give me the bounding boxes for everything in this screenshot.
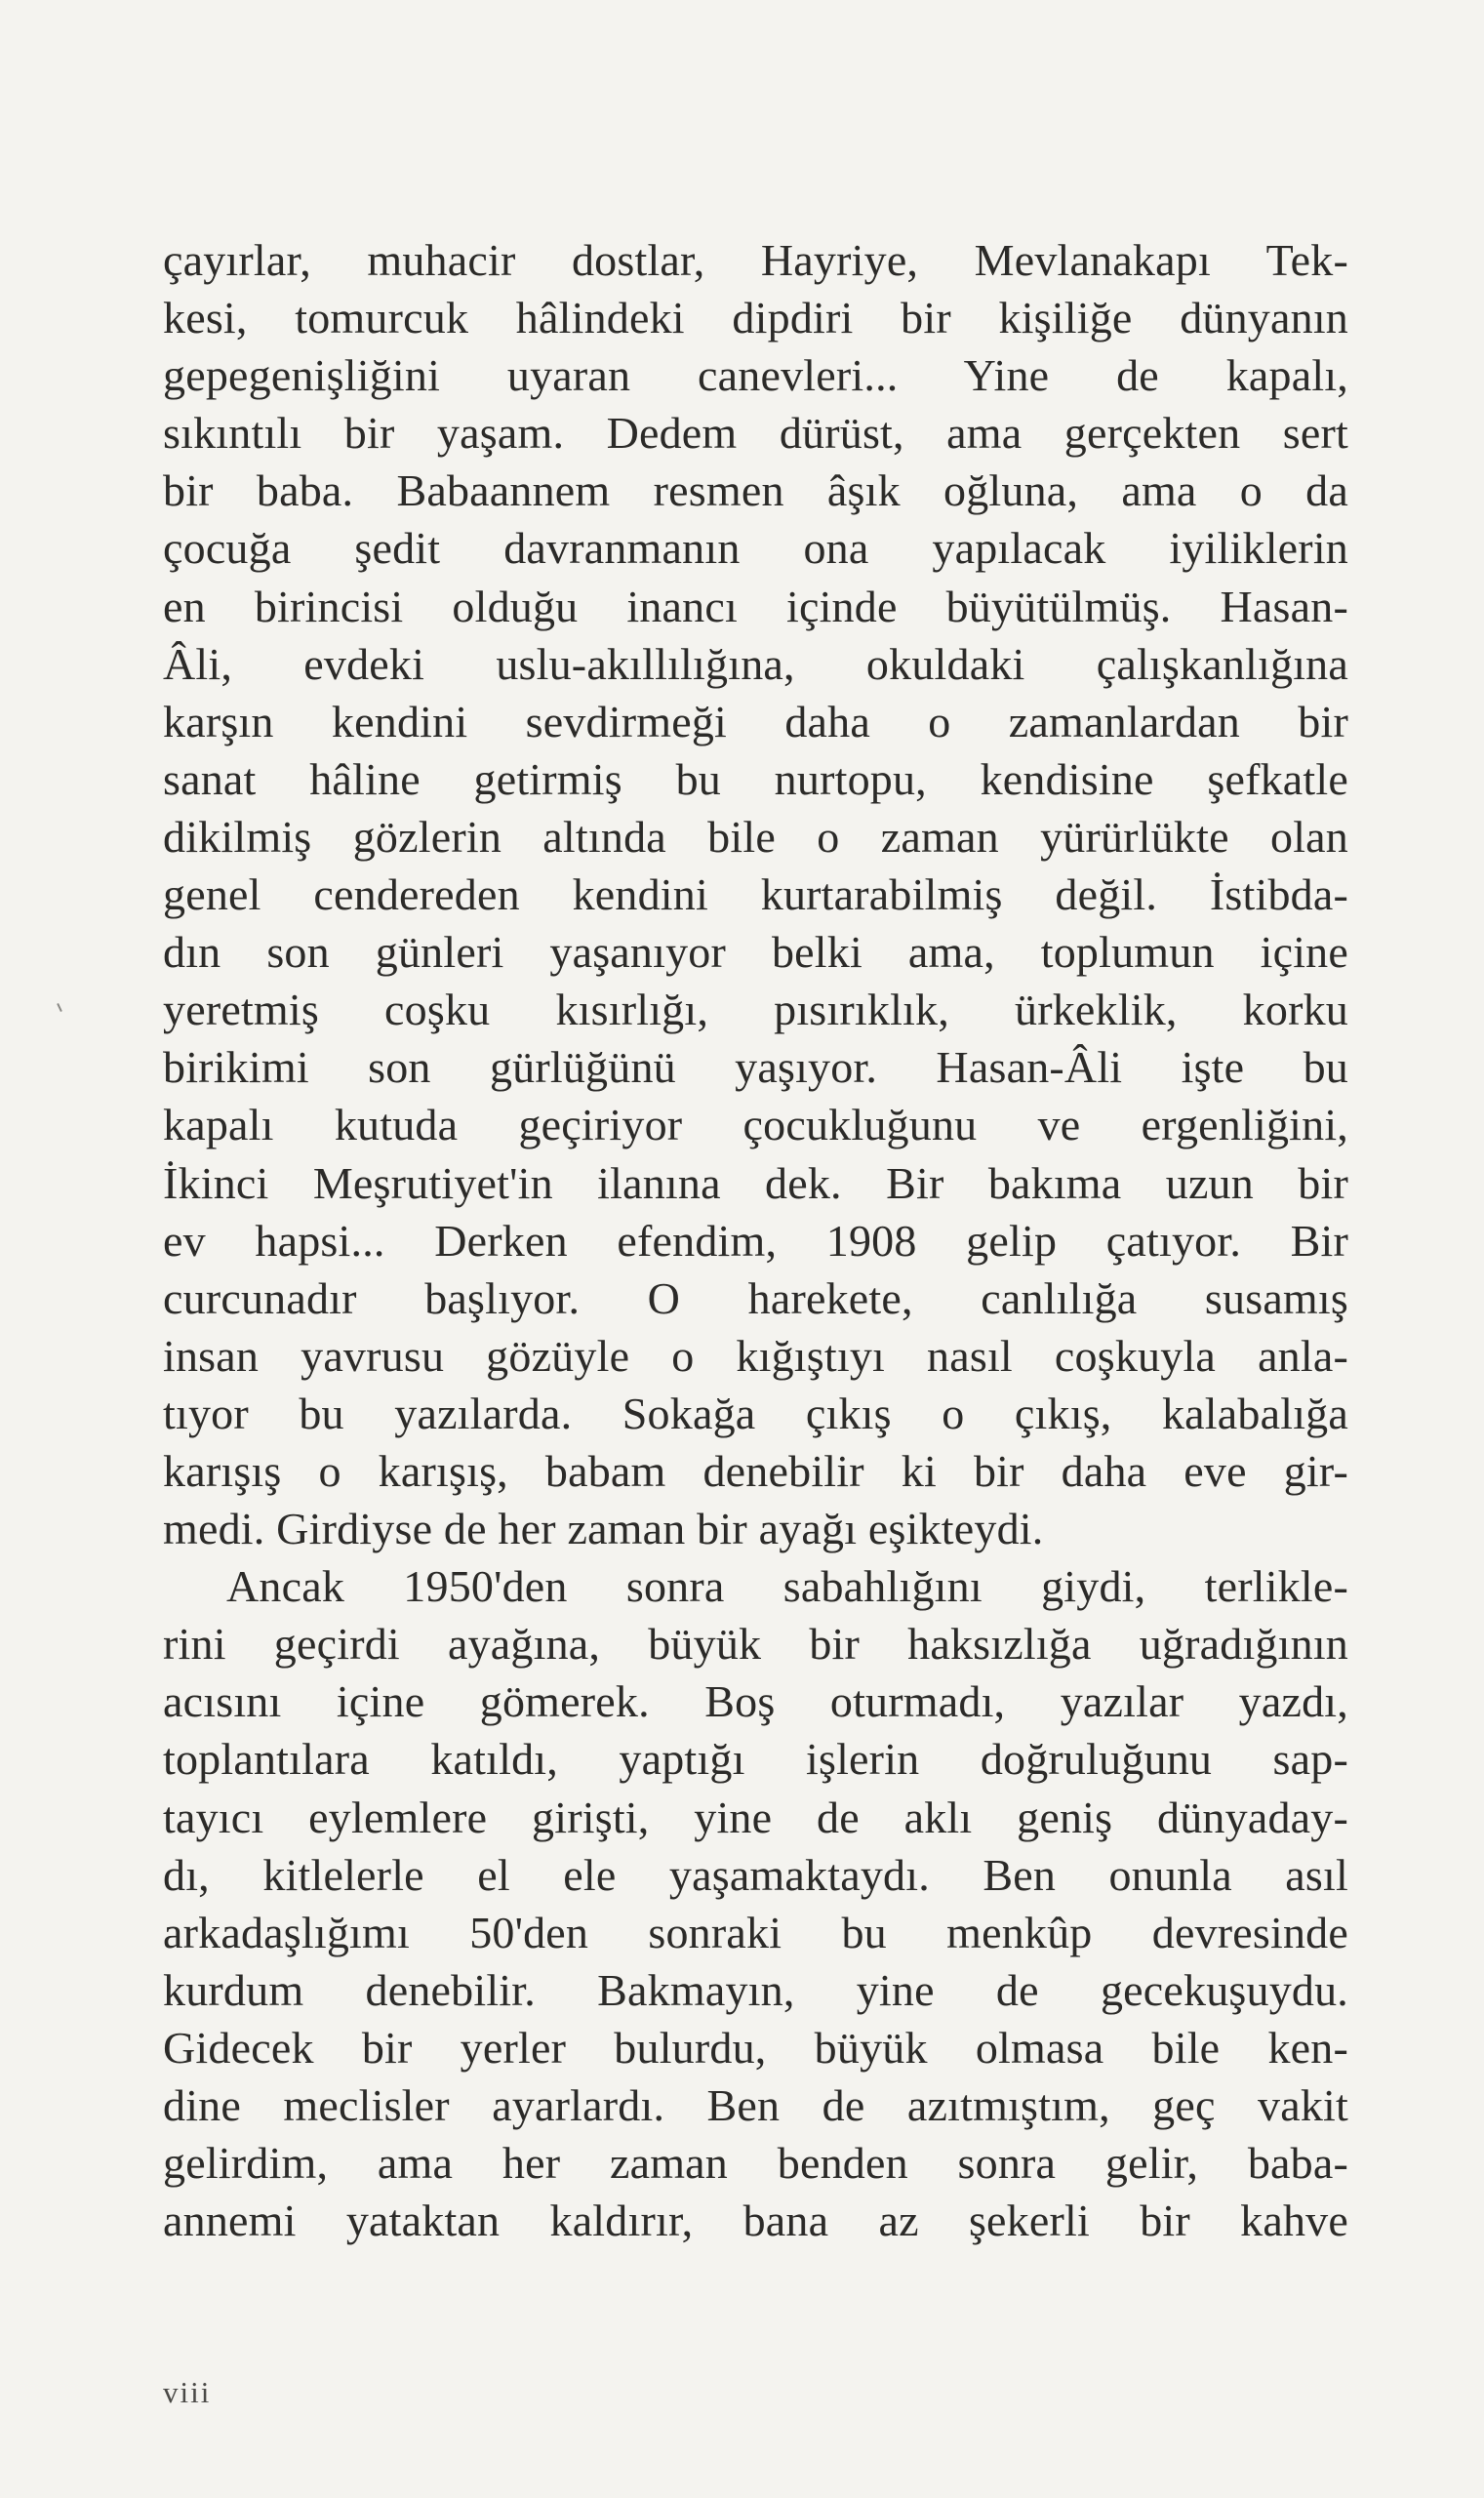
body-text bbox=[163, 231, 1348, 2249]
text-line: birikimi son gürlüğünü yaşıyor. Hasan-Âli işte bu bbox=[163, 1042, 1348, 1093]
text-line: çocuğa şedit davranmanın ona yapılacak iyiliklerin bbox=[163, 523, 1348, 574]
text-line: gelirdim, ama her zaman benden sonra gelir, baba- bbox=[163, 2138, 1348, 2189]
text-line: toplantılara katıldı, yaptığı işlerin doğruluğunu sap- bbox=[163, 1734, 1348, 1785]
text-line: tayıcı eylemlere girişti, yine de aklı geniş dünyaday- bbox=[163, 1792, 1348, 1842]
text-line: kapalı kutuda geçiriyor çocukluğunu ve ergenliğini, bbox=[163, 1100, 1348, 1150]
text-line: karışış o karışış, babam denebilir ki bir daha eve gir- bbox=[163, 1445, 1348, 1496]
text-line: medi. Girdiyse de her zaman bir ayağı eşikteydi. bbox=[163, 1504, 1044, 1554]
text-line: tıyor bu yazılarda. Sokağa çıkış o çıkış, kalabalığa bbox=[163, 1388, 1348, 1438]
text-line: genel cendereden kendini kurtarabilmiş değil. İstibda- bbox=[163, 869, 1348, 920]
margin-speck bbox=[57, 1003, 62, 1012]
text-line: yeretmiş coşku kısırlığı, pısırıklık, ürkeklik, korku bbox=[163, 985, 1348, 1035]
text-line: dı, kitlelerle el ele yaşamaktaydı. Ben onunla asıl bbox=[163, 1849, 1348, 1900]
text-line: curcunadır başlıyor. O harekete, canlılığa susamış bbox=[163, 1272, 1348, 1323]
text-line: sıkıntılı bir yaşam. Dedem dürüst, ama gerçekten sert bbox=[163, 408, 1348, 459]
page-number: viii bbox=[163, 2375, 212, 2409]
text-line: karşın kendini sevdirmeği daha o zamanlardan bir bbox=[163, 696, 1348, 746]
text-line: acısını içine gömerek. Boş oturmadı, yazılar yazdı, bbox=[163, 1676, 1348, 1727]
text-line: Ancak 1950'den sonra sabahlığını giydi, terlikle- bbox=[226, 1561, 1348, 1612]
text-line: sanat hâline getirmiş bu nurtopu, kendisine şefkatle bbox=[163, 753, 1348, 804]
text-line: dine meclisler ayarlardı. Ben de azıtmıştım, geç vakit bbox=[163, 2080, 1348, 2130]
text-line: kesi, tomurcuk hâlindeki dipdiri bir kişiliğe dünyanın bbox=[163, 293, 1348, 343]
text-line: Âli, evdeki uslu-akıllılığına, okuldaki çalışkanlığına bbox=[163, 638, 1348, 689]
text-line: dın son günleri yaşanıyor belki ama, toplumun içine bbox=[163, 927, 1348, 978]
text-line: gepegenişliğini uyaran canevleri... Yine de kapalı, bbox=[163, 350, 1348, 401]
text-line: ev hapsi... Derken efendim, 1908 gelip çatıyor. Bir bbox=[163, 1215, 1348, 1266]
text-line: insan yavrusu gözüyle o kığıştıyı nasıl coşkuyla anla- bbox=[163, 1330, 1348, 1381]
text-line: kurdum denebilir. Bakmayın, yine de gecekuşuydu. bbox=[163, 1964, 1348, 2015]
text-line: Gidecek bir yerler bulurdu, büyük olmasa bile ken- bbox=[163, 2022, 1348, 2073]
text-line: annemi yataktan kaldırır, bana az şekerli bir kahve bbox=[163, 2196, 1348, 2246]
text-line: en birincisi olduğu inancı içinde büyütülmüş. Hasan- bbox=[163, 581, 1348, 631]
text-line: İkinci Meşrutiyet'in ilanına dek. Bir bakıma uzun bir bbox=[163, 1157, 1348, 1208]
text-line: arkadaşlığımı 50'den sonraki bu menkûp devresinde bbox=[163, 1907, 1348, 1957]
text-line: dikilmiş gözlerin altında bile o zaman yürürlükte olan bbox=[163, 811, 1348, 862]
text-line: çayırlar, muhacir dostlar, Hayriye, Mevlanakapı Tek- bbox=[163, 235, 1348, 285]
text-line: bir baba. Babaannem resmen âşık oğluna, ama o da bbox=[163, 465, 1348, 516]
text-line: rini geçirdi ayağına, büyük bir haksızlığa uğradığının bbox=[163, 1619, 1348, 1670]
